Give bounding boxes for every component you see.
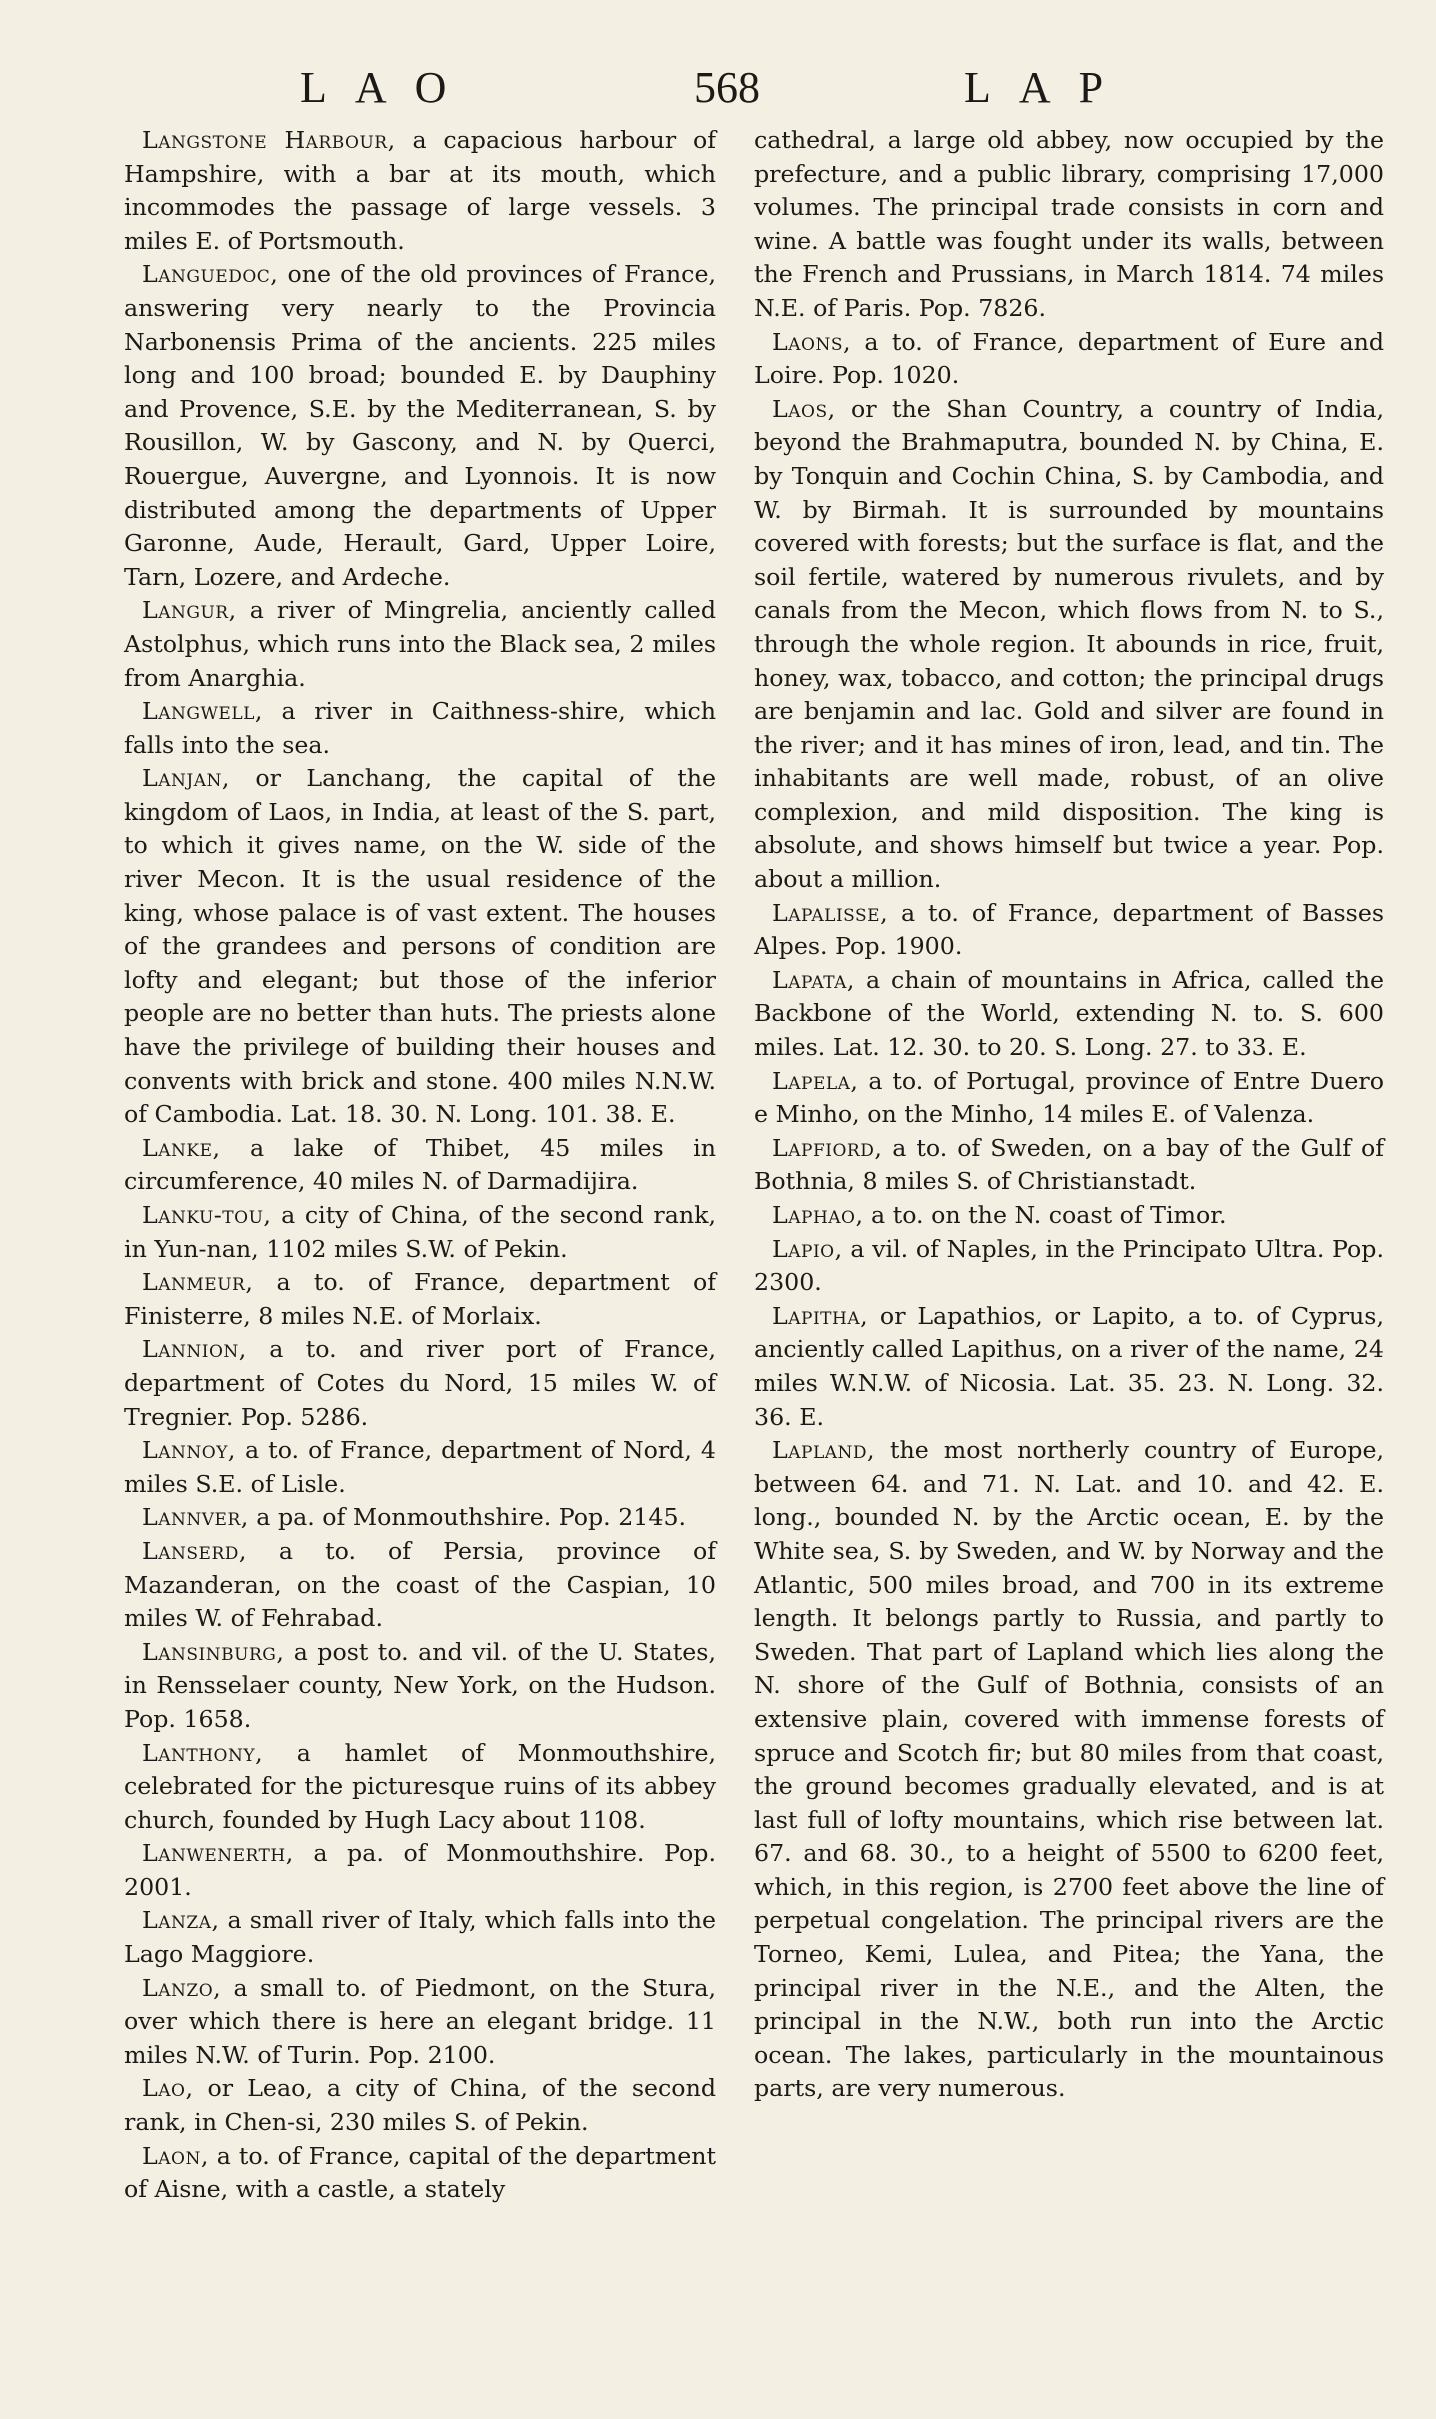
- entry-text: one of the old provinces of France, answering very nearly to the Provincia Narbonensis Prima of the ancients. 225 miles long and 100 broad; bounded E. by Dauphiny and Provence, S.E. by the Mediterranean, S. by Rousillon, W. by Gascony, and N. by Querci, Rouergue, Auvergne, and Lyonnois. It is now distributed among the departments of Upper Garonne, Aude, Herault, Gard, Upper Loire, Tarn, Lozere, and Ardeche.: [124, 260, 716, 591]
- entry-text: a to. of France, capital of the department of Aisne, with a castle, a stately: [124, 2141, 716, 2204]
- gazetteer-entry: [124, 1132, 716, 1199]
- gazetteer-entry: [754, 1132, 1384, 1199]
- gazetteer-entry: [754, 964, 1384, 1065]
- gazetteer-entry: [754, 124, 1384, 326]
- gazetteer-entry: [124, 762, 716, 1132]
- entry-headword: Lanku-tou,: [142, 1201, 272, 1229]
- entry-text: a to. and river port of France, department of Cotes du Nord, 15 miles W. of Tregnier. Pop. 5286.: [124, 1335, 716, 1431]
- entry-headword: Lannion,: [142, 1335, 247, 1364]
- entry-text: or Leao, a city of China, of the second rank, in Chen-si, 230 miles S. of Pekin.: [124, 2074, 716, 2137]
- entry-text: a to. of France, department of Finisterre, 8 miles N.E. of Morlaix.: [124, 1268, 716, 1330]
- gazetteer-entry: [124, 695, 716, 762]
- entry-headword: Lanzo,: [142, 1973, 222, 2002]
- gazetteer-entry: [124, 1333, 716, 1434]
- entry-text: a capacious harbour of Hampshire, with a bar at its mouth, which incommodes the passage of large vessels. 3 miles E. of Portsmouth.: [124, 126, 716, 255]
- entry-headword: Lannver,: [142, 1503, 249, 1532]
- entry-headword: Lapio,: [772, 1234, 843, 1263]
- entry-text: a hamlet of Monmouthshire, celebrated for the picturesque ruins of its abbey church, founded by Hugh Lacy about 1108.: [124, 1738, 716, 1834]
- gazetteer-entry: [124, 124, 716, 258]
- gazetteer-entry: [124, 1501, 716, 1535]
- gazetteer-entry: [754, 326, 1384, 393]
- gazetteer-entry: [124, 1904, 716, 1971]
- entry-text: a city of China, of the second rank, in Yun-nan, 1102 miles S.W. of Pekin.: [124, 1201, 716, 1263]
- gazetteer-entry: [754, 1065, 1384, 1132]
- entry-headword: Lanwenerth,: [142, 1839, 294, 1868]
- header-right-guide: LAP: [964, 63, 1132, 112]
- entry-text: a small river of Italy, which falls into the Lago Maggiore.: [124, 1906, 716, 1969]
- header-left-guide: LAO: [300, 63, 475, 112]
- entry-text: a river in Caithness-shire, which falls into the sea.: [124, 697, 716, 759]
- entry-headword: Lanza,: [142, 1906, 220, 1935]
- gazetteer-entry: [124, 2072, 716, 2139]
- entry-headword: Lanthony,: [142, 1738, 264, 1767]
- entry-text: or the Shan Country, a country of India, beyond the Brahmaputra, bounded N. by China, E. by Tonquin and Cochin China, S. by Cambodia, and W. by Birmah. It is surrounded by mountains covered with forests; but the surface is flat, and the soil fertile, watered by numerous rivulets, and by canals from the Mecon, which flows from N. to S., through the whole region. It abounds in rice, fruit, honey, wax, tobacco, and cotton; the principal drugs are benjamin and lac. Gold and silver are found in the river; and it has mines of iron, lead, and tin. The inhabitants are well made, robust, of an olive complexion, and mild disposition. The king is absolute, and shows himself but twice a year. Pop. about a million.: [754, 394, 1384, 894]
- entry-text: a post to. and vil. of the U. States, in Rensselaer county, New York, on the Hudson. Pop. 1658.: [124, 1637, 716, 1733]
- gazetteer-entry: [124, 1199, 716, 1266]
- gazetteer-entry: [754, 393, 1384, 897]
- entry-headword: Lao,: [142, 2074, 194, 2103]
- entry-text: a lake of Thibet, 45 miles in circumference, 40 miles N. of Darmadijira.: [124, 1133, 716, 1196]
- page-header: [0, 62, 1436, 114]
- entry-headword: Lansinburg,: [142, 1637, 285, 1666]
- entry-headword: Langwell,: [142, 697, 263, 726]
- entry-headword: Lanjan,: [142, 764, 230, 793]
- entry-headword: Lapata,: [772, 965, 855, 994]
- entry-headword: Lanke,: [142, 1133, 221, 1162]
- gazetteer-entry: [754, 897, 1384, 964]
- entry-headword: Lannoy,: [142, 1436, 236, 1465]
- gazetteer-entry: [124, 258, 716, 594]
- gazetteer-entry: [124, 1837, 716, 1904]
- gazetteer-entry: [754, 1300, 1384, 1434]
- entry-headword: Lapela,: [772, 1066, 859, 1095]
- gazetteer-entry: [124, 1434, 716, 1501]
- entry-headword: Lanserd,: [142, 1536, 247, 1565]
- right-column: [754, 124, 1384, 2106]
- entry-text: a to. of France, department of Basses Alpes. Pop. 1900.: [754, 898, 1384, 961]
- gazetteer-entry: [754, 1233, 1384, 1300]
- entry-text: a to. of France, department of Eure and Loire. Pop. 1020.: [754, 327, 1384, 390]
- entry-headword: Laon,: [142, 2141, 209, 2170]
- gazetteer-entry: [124, 2140, 716, 2207]
- gazetteer-entry: [124, 1266, 716, 1333]
- entry-headword: Langur,: [142, 596, 237, 625]
- entry-text: a to. on the N. coast of Timor.: [863, 1201, 1227, 1229]
- entry-text: a to. of Persia, province of Mazanderan, on the coast of the Caspian, 10 miles W. of Fehrabad.: [124, 1536, 716, 1633]
- gazetteer-entry: [124, 594, 716, 695]
- entry-text: a chain of mountains in Africa, called the Backbone of the World, extending N. to. S. 600 miles. Lat. 12. 30. to 20. S. Long. 27. to 33. E.: [754, 965, 1384, 1062]
- entry-text: a pa. of Monmouthshire. Pop. 2001.: [124, 1839, 716, 1901]
- entry-text: a small to. of Piedmont, on the Stura, over which there is here an elegant bridge. 11 miles N.W. of Turin. Pop. 2100.: [124, 1973, 716, 2069]
- entry-text: a river of Mingrelia, anciently called Astolphus, which runs into the Black sea, 2 miles from Anarghia.: [124, 596, 716, 692]
- left-column: [124, 124, 716, 2207]
- gazetteer-entry: [124, 1535, 716, 1636]
- entry-headword: Laons,: [772, 327, 851, 356]
- gazetteer-entry: [124, 1972, 716, 2073]
- entry-text: the most northerly country of Europe, between 64. and 71. N. Lat. and 10. and 42. E. long., bounded N. by the Arctic ocean, E. by the White sea, S. by Sweden, and W. by Norway and the Atlantic, 500 miles broad, and 700 in its extreme length. It belongs partly to Russia, and partly to Sweden. That part of Lapland which lies along the N. shore of the Gulf of Bothnia, consists of an extensive plain, covered with immense forests of spruce and Scotch fir; but 80 miles from that coast, the ground becomes gradually elevated, and is at last full of lofty mountains, which rise between lat. 67. and 68. 30., to a height of 5500 to 6200 feet, which, in this region, is 2700 feet above the line of perpetual congelation. The principal rivers are the Torneo, Kemi, Lulea, and Pitea; the Yana, the principal river in the N.E., and the Alten, the principal in the N.W., both run into the Arctic ocean. The lakes, particularly in the mountainous parts, are very numerous.: [754, 1436, 1384, 2103]
- entry-text: a vil. of Naples, in the Principato Ultra. Pop. 2300.: [754, 1234, 1384, 1297]
- entry-headword: Lapitha,: [772, 1301, 869, 1330]
- entry-headword: Lanmeur,: [142, 1268, 254, 1297]
- entry-text: a to. of Sweden, on a bay of the Gulf of Bothnia, 8 miles S. of Christianstadt.: [754, 1133, 1384, 1196]
- gazetteer-entry: [754, 1199, 1384, 1233]
- gazetteer-entry: [124, 1636, 716, 1737]
- entry-text: or Lapathios, or Lapito, a to. of Cyprus, anciently called Lapithus, on a river of the name, 24 miles W.N.W. of Nicosia. Lat. 35. 23. N. Long. 32. 36. E.: [754, 1301, 1384, 1431]
- entry-headword: Lapfiord,: [772, 1133, 883, 1162]
- entry-text: a to. of Portugal, province of Entre Duero e Minho, on the Minho, 14 miles E. of Valenza.: [754, 1066, 1384, 1129]
- entry-headword: Laphao,: [772, 1201, 864, 1229]
- gazetteer-entry: [754, 1434, 1384, 2106]
- entry-headword: Lapland,: [772, 1436, 876, 1465]
- entry-headword: Langstone Harbour,: [142, 126, 396, 154]
- gazetteer-entry: [124, 1737, 716, 1838]
- entry-text: cathedral, a large old abbey, now occupied by the prefecture, and a public library, comprising 17,000 volumes. The principal trade consists in corn and wine. A battle was fought under its walls, between the French and Prussians, in March 1814. 74 miles N.E. of Paris. Pop. 7826.: [754, 126, 1384, 322]
- entry-headword: Languedoc,: [142, 260, 279, 289]
- entry-headword: Laos,: [772, 394, 836, 423]
- entry-text: a to. of France, department of Nord, 4 miles S.E. of Lisle.: [124, 1436, 716, 1498]
- entry-text: or Lanchang, the capital of the kingdom of Laos, in India, at least of the S. part, to which it gives name, on the W. side of the river Mecon. It is the usual residence of the king, whose palace is of vast extent. The houses of the grandees and persons of condition are lofty and elegant; but those of the inferior people are no better than huts. The priests alone have the privilege of building their houses and convents with brick and stone. 400 miles N.N.W. of Cambodia. Lat. 18. 30. N. Long. 101. 38. E.: [124, 764, 716, 1129]
- entry-text: a pa. of Monmouthshire. Pop. 2145.: [248, 1503, 687, 1532]
- entry-headword: Lapalisse,: [772, 898, 889, 927]
- page-number: 568: [694, 63, 760, 112]
